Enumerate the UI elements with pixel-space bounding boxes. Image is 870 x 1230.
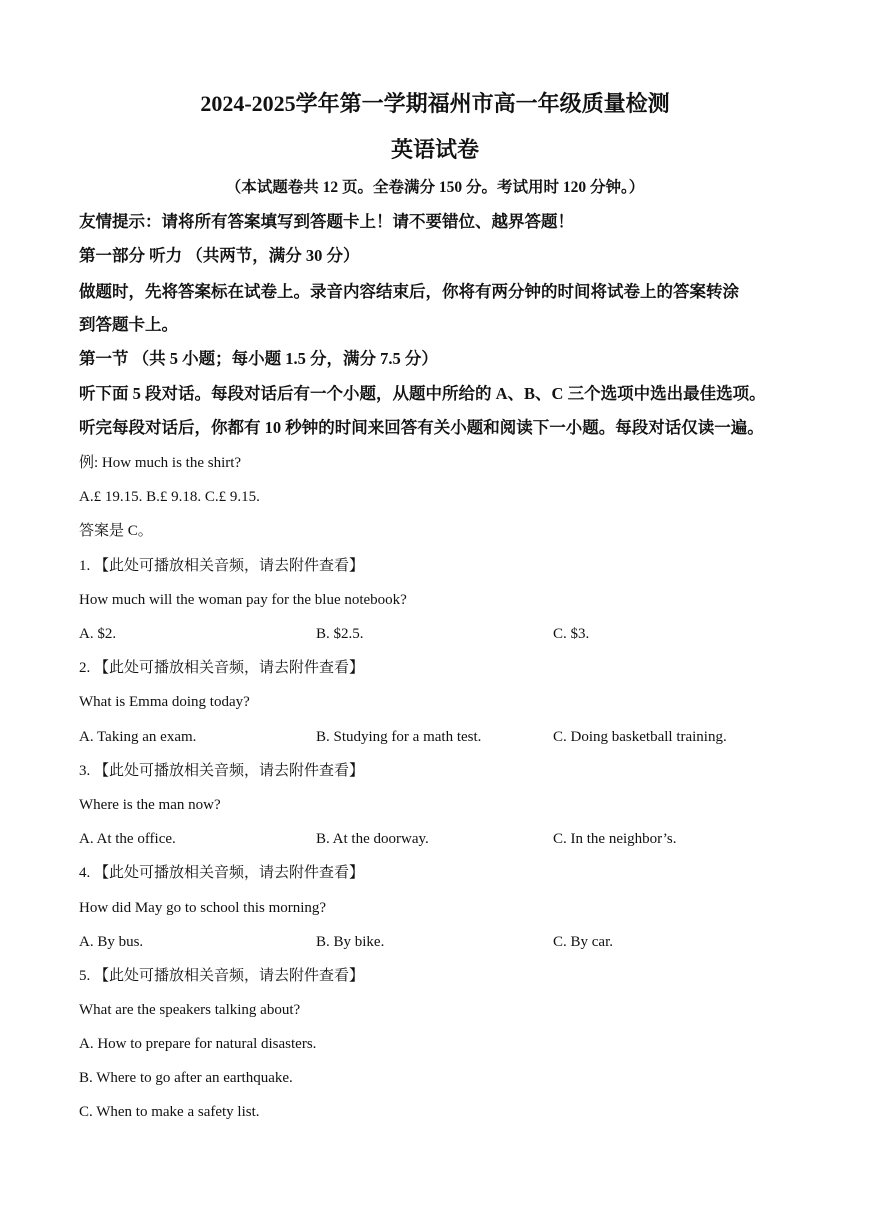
exam-info-note: （本试题卷共 12 页。全卷满分 150 分。考试用时 120 分钟。） — [225, 179, 645, 196]
question-5-option-a: A. How to prepare for natural disasters. — [79, 1036, 317, 1052]
friendly-tip: 友情提示：请将所有答案填写到答题卡上！请不要错位、越界答题！ — [79, 212, 574, 231]
question-1-text: How much will the woman pay for the blue notebook? — [79, 592, 407, 608]
question-1-option-b: B. $2.5. — [316, 626, 364, 642]
question-2-option-b: B. Studying for a math test. — [316, 729, 482, 745]
section1-heading: 第一节 （共 5 小题；每小题 1.5 分，满分 7.5 分） — [79, 349, 438, 368]
exam-subtitle: 英语试卷 — [390, 137, 479, 162]
question-4-option-c: C. By car. — [553, 934, 613, 950]
section1-description-line1: 听下面 5 段对话。每段对话后有一个小题，从题中所给的 A、B、C 三个选项中选出最佳选项。 — [79, 384, 766, 403]
example-options: A.£ 19.15. B.£ 9.18. C.£ 9.15. — [79, 489, 260, 505]
question-2-option-a: A. Taking an exam. — [79, 729, 197, 745]
example-question: 例: How much is the shirt? — [79, 455, 242, 471]
question-3-option-a: A. At the office. — [79, 831, 176, 847]
question-4-text: How did May go to school this morning? — [79, 900, 327, 916]
question-1-option-a: A. $2. — [79, 626, 117, 642]
question-2-audio[interactable]: 2. 【此处可播放相关音频，请去附件查看】 — [79, 660, 365, 676]
question-2-option-c: C. Doing basketball training. — [553, 729, 727, 745]
part1-heading: 第一部分 听力 （共两节，满分 30 分） — [79, 246, 360, 265]
question-1-option-c: C. $3. — [553, 626, 590, 642]
example-answer: 答案是 C。 — [79, 523, 153, 539]
question-3-option-c: C. In the neighbor’s. — [553, 831, 677, 847]
question-5-text: What are the speakers talking about? — [79, 1002, 301, 1018]
question-3-text: Where is the man now? — [79, 797, 221, 813]
question-5-option-c: C. When to make a safety list. — [79, 1104, 260, 1120]
question-1-audio[interactable]: 1. 【此处可播放相关音频，请去附件查看】 — [79, 558, 365, 574]
question-4-audio[interactable]: 4. 【此处可播放相关音频，请去附件查看】 — [79, 865, 365, 881]
question-3-audio[interactable]: 3. 【此处可播放相关音频，请去附件查看】 — [79, 763, 365, 779]
question-4-option-b: B. By bike. — [316, 934, 385, 950]
part1-description-line1: 做题时，先将答案标在试卷上。录音内容结束后，你将有两分钟的时间将试卷上的答案转涂 — [79, 282, 739, 301]
question-5-option-b: B. Where to go after an earthquake. — [79, 1070, 293, 1086]
part1-description-line2: 到答题卡上。 — [79, 315, 178, 334]
section1-description-line2: 听完每段对话后，你都有 10 秒钟的时间来回答有关小题和阅读下一小题。每段对话仅读一遍。 — [79, 418, 764, 437]
question-3-option-b: B. At the doorway. — [316, 831, 429, 847]
exam-title: 2024-2025学年第一学期福州市高一年级质量检测 — [200, 91, 670, 116]
question-5-audio[interactable]: 5. 【此处可播放相关音频，请去附件查看】 — [79, 968, 365, 984]
question-4-option-a: A. By bus. — [79, 934, 144, 950]
question-2-text: What is Emma doing today? — [79, 694, 250, 710]
